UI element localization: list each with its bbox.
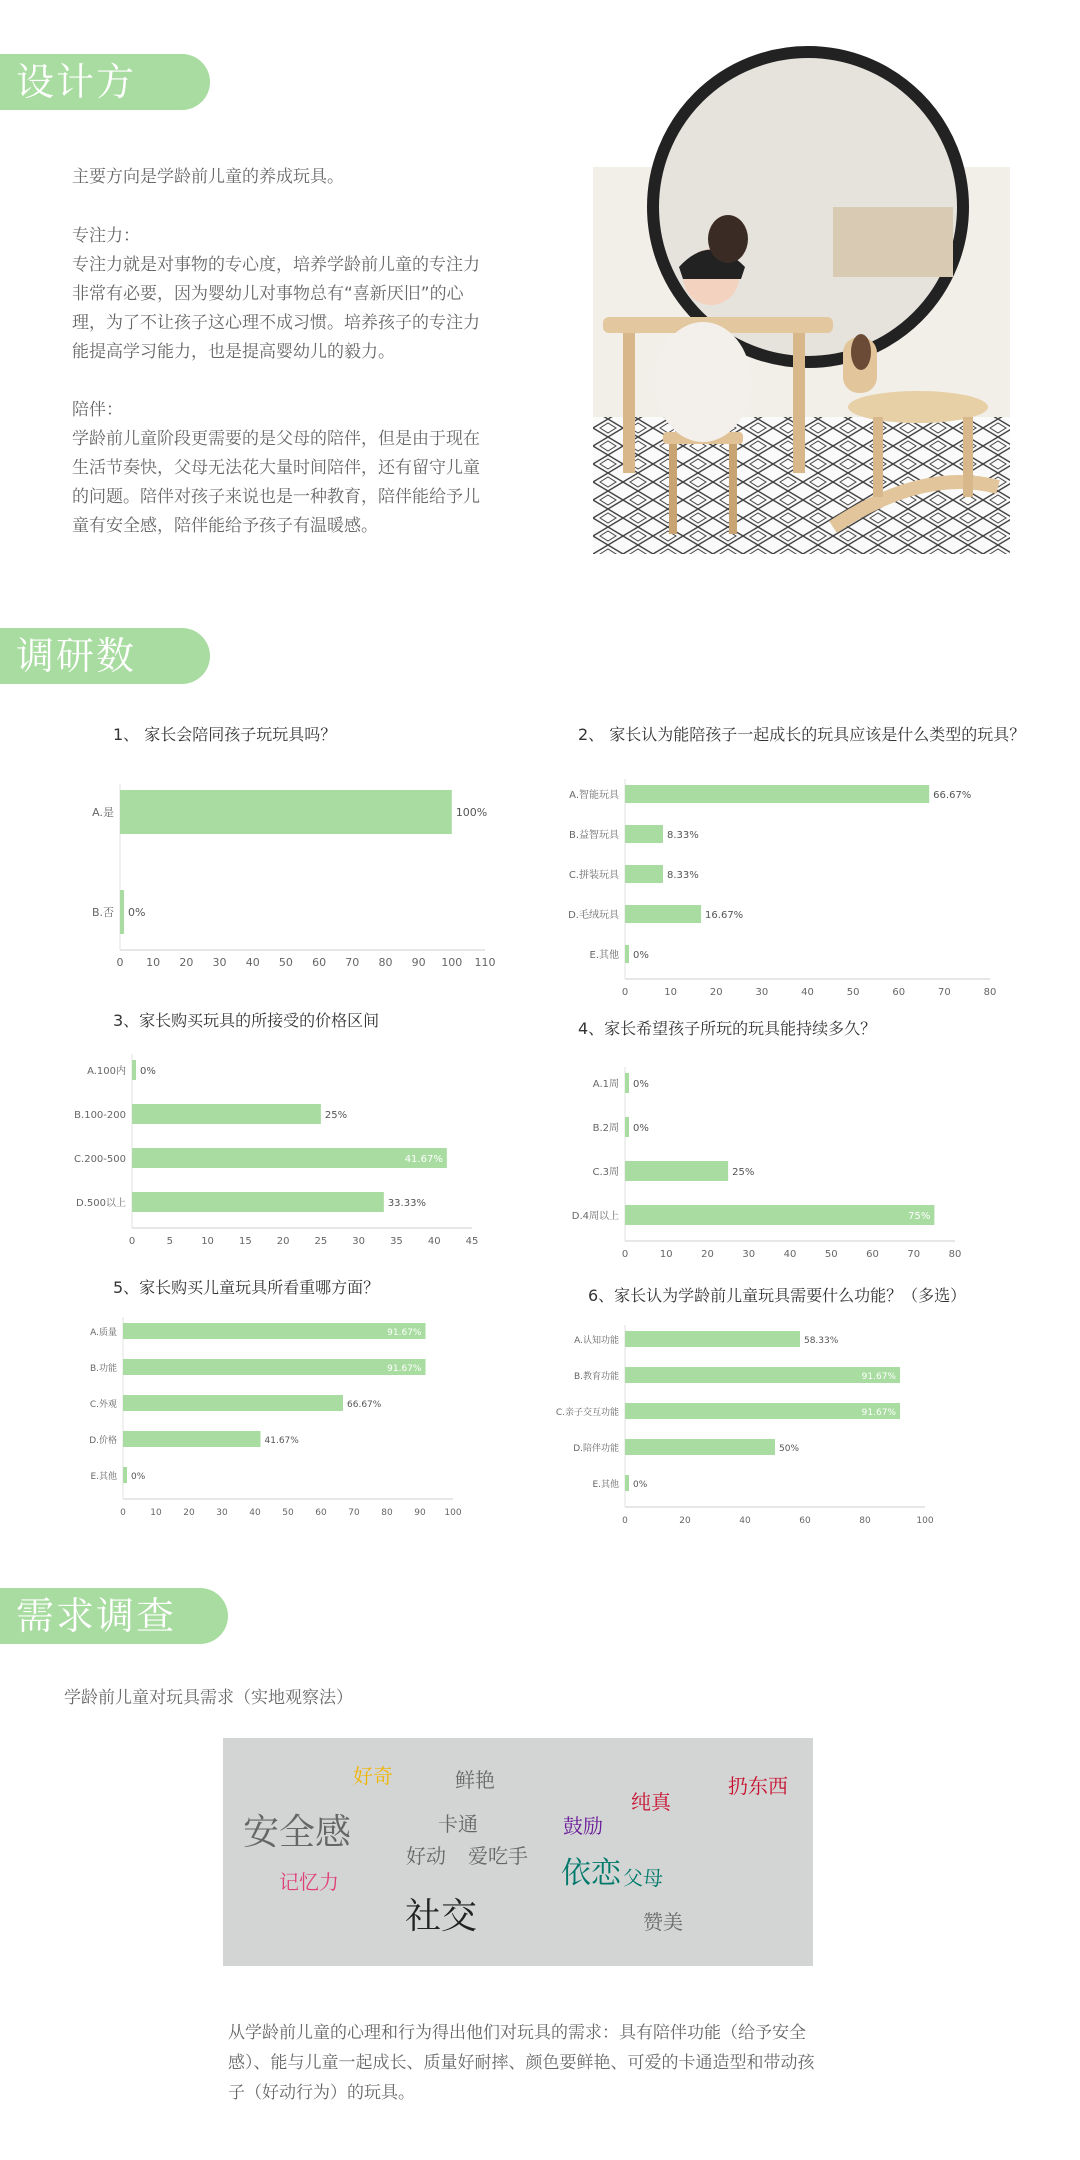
bar: [625, 1205, 934, 1225]
chart-6: [555, 1325, 960, 1526]
chart-6-svg: [555, 1325, 960, 1526]
category-label: A.100内: [87, 1066, 126, 1077]
x-tick-label: 50: [846, 987, 860, 998]
x-tick-label: 110: [474, 956, 496, 969]
x-tick-label: 0: [621, 1249, 629, 1260]
companion-text: 学龄前儿童阶段更需要的是父母的陪伴，但是由于现在生活节奏快，父母无法花大量时间陪伴，还有留守儿童的问题。陪伴对孩子来说也是一种教育，陪伴能给予儿童有安全感，陪伴能给予孩子有温暖感。: [72, 429, 480, 536]
category-label: A.认知功能: [574, 1336, 619, 1346]
focus-title: 专注力：: [72, 226, 140, 246]
chart-4-title: 4、家长希望孩子所玩的玩具能持续多久？: [578, 1019, 877, 1038]
data-label: 91.67%: [861, 1408, 897, 1418]
x-tick-label: 30: [352, 1236, 366, 1247]
word-cloud-word: 鲜艳: [455, 1768, 495, 1792]
bar: [625, 1073, 629, 1093]
data-label: 0%: [633, 1480, 648, 1490]
data-label: 66.67%: [933, 790, 972, 801]
x-tick-label: 40: [249, 1508, 261, 1518]
chart-1-svg: [80, 770, 530, 990]
focus-text: 专注力就是对事物的专心度，培养学龄前儿童的专注力非常有必要，因为婴幼儿对事物总有“喜新厌旧”的心理，为了不让孩子这心理不成习惯。培养孩子的专注力能提高学习能力，也是提高婴幼儿的毅力。: [72, 255, 480, 362]
design-intro: 主要方向是学龄前儿童的养成玩具。: [72, 167, 344, 187]
category-label: D.500以上: [76, 1198, 126, 1209]
demand-conclusion: 从学龄前儿童的心理和行为得出他们对玩具的需求：具有陪伴功能（给予安全感）、能与儿童一起成长、质量好耐摔、颜色要鲜艳、可爱的卡通造型和带动孩子（好动行为）的玩具。: [228, 2023, 815, 2103]
category-label: B.功能: [89, 1364, 117, 1374]
x-tick-label: 30: [755, 987, 769, 998]
x-tick-label: 60: [892, 987, 906, 998]
x-tick-label: 20: [701, 1249, 714, 1260]
word-cloud-word: 依恋: [561, 1856, 621, 1891]
data-label: 75%: [908, 1211, 931, 1222]
category-label: D.毛绒玩具: [568, 910, 619, 921]
data-label: 50%: [779, 1444, 800, 1454]
chart-5: [80, 1317, 480, 1518]
category-label: C.3周: [592, 1167, 619, 1178]
bar: [123, 1359, 426, 1375]
x-tick-label: 20: [709, 987, 723, 998]
category-label: B.100-200: [74, 1110, 126, 1121]
x-tick-label: 25: [314, 1236, 328, 1247]
data-label: 25%: [732, 1167, 755, 1178]
x-tick-label: 0: [621, 987, 629, 998]
word-cloud: [223, 1738, 813, 1966]
focus-block: [72, 222, 492, 367]
data-label: 0%: [128, 906, 146, 919]
bar: [120, 790, 452, 834]
chart-5-svg: [80, 1317, 480, 1518]
category-label: A.智能玩具: [569, 790, 619, 801]
companion-title: 陪伴：: [72, 400, 123, 420]
section-title-research: 调研数据: [0, 628, 210, 684]
category-label: C.拼装玩具: [568, 870, 619, 881]
x-tick-label: 100: [441, 956, 463, 969]
x-tick-label: 0: [128, 1236, 136, 1247]
word-cloud-word: 好动: [406, 1844, 446, 1868]
chart-2-svg: [560, 775, 1010, 998]
x-tick-label: 100: [444, 1508, 462, 1518]
category-label: A.是: [92, 806, 114, 819]
bar: [625, 945, 629, 963]
data-label: 41.67%: [404, 1154, 443, 1165]
bar: [625, 1367, 900, 1383]
x-tick-label: 15: [238, 1236, 252, 1247]
x-tick-label: 60: [312, 956, 327, 969]
category-label: B.教育功能: [573, 1372, 619, 1382]
bar: [625, 1117, 629, 1137]
data-label: 0%: [131, 1472, 146, 1482]
x-tick-label: 40: [783, 1249, 797, 1260]
x-tick-label: 30: [212, 956, 227, 969]
x-tick-label: 20: [183, 1508, 195, 1518]
chart-4: [560, 1063, 980, 1260]
x-tick-label: 10: [664, 987, 677, 998]
word-cloud-word: 父母: [623, 1866, 663, 1890]
data-label: 0%: [140, 1066, 156, 1077]
word-cloud-word: 赞美: [643, 1910, 683, 1934]
bar: [625, 1439, 775, 1455]
category-label: A.1周: [592, 1079, 619, 1090]
x-tick-label: 70: [907, 1249, 921, 1260]
word-cloud-word: 扔东西: [728, 1774, 788, 1798]
chart-3-svg: [74, 1050, 500, 1247]
x-tick-label: 20: [276, 1236, 290, 1247]
category-label: A.质量: [90, 1328, 117, 1338]
bar: [132, 1148, 447, 1168]
word-cloud-word: 卡通: [438, 1812, 478, 1836]
x-tick-label: 60: [866, 1249, 879, 1260]
x-tick-label: 50: [278, 956, 293, 969]
chart-5-title: 5、家长购买儿童玩具所看重哪方面？: [113, 1278, 380, 1297]
x-tick-label: 70: [348, 1508, 360, 1518]
photo-illustration: [593, 167, 1010, 554]
x-tick-label: 30: [742, 1249, 756, 1260]
category-label: C.外观: [89, 1400, 117, 1410]
data-label: 33.33%: [387, 1198, 426, 1209]
category-label: E.其他: [592, 1480, 619, 1490]
bar: [625, 1475, 629, 1491]
x-tick-label: 70: [938, 987, 951, 998]
data-label: 0%: [633, 1123, 649, 1134]
data-label: 91.67%: [387, 1364, 422, 1374]
word-cloud-word: 记忆力: [279, 1870, 339, 1894]
x-tick-label: 35: [390, 1236, 403, 1247]
data-label: 0%: [633, 950, 649, 961]
x-tick-label: 0: [622, 1516, 628, 1526]
bar: [132, 1060, 136, 1080]
chart-2: [560, 775, 1010, 998]
word-cloud-word: 好奇: [353, 1764, 393, 1788]
x-tick-label: 100: [916, 1516, 934, 1526]
chart-3-title: 3、家长购买玩具的所接受的价格区间: [113, 1011, 380, 1030]
data-label: 0%: [633, 1079, 649, 1090]
x-tick-label: 10: [150, 1508, 162, 1518]
category-label: C.200-500: [74, 1154, 126, 1165]
x-tick-label: 40: [245, 956, 260, 969]
x-tick-label: 10: [201, 1236, 214, 1247]
bar: [123, 1395, 343, 1411]
bar: [132, 1104, 321, 1124]
section-title-design: 设计方向: [0, 54, 210, 110]
chart-2-title: 2、 家长认为能陪孩子一起成长的玩具应该是什么类型的玩具？: [578, 725, 1026, 744]
category-label: D.陪伴功能: [573, 1444, 619, 1454]
x-tick-label: 60: [799, 1516, 811, 1526]
data-label: 41.67%: [264, 1436, 299, 1446]
word-cloud-word: 爱吃手: [468, 1844, 528, 1868]
category-label: C.亲子交互功能: [555, 1408, 619, 1418]
bar: [123, 1431, 261, 1447]
data-label: 66.67%: [347, 1400, 382, 1410]
x-tick-label: 10: [659, 1249, 673, 1260]
bar: [625, 1403, 900, 1419]
chart-1: [80, 770, 530, 990]
x-tick-label: 80: [378, 956, 393, 969]
x-tick-label: 80: [983, 987, 997, 998]
x-tick-label: 20: [679, 1516, 691, 1526]
x-tick-label: 50: [282, 1508, 294, 1518]
x-tick-label: 0: [120, 1508, 126, 1518]
x-tick-label: 90: [414, 1508, 426, 1518]
data-label: 58.33%: [803, 1336, 839, 1346]
data-label: 100%: [455, 806, 488, 819]
bar: [123, 1467, 127, 1483]
x-tick-label: 50: [824, 1249, 838, 1260]
category-label: D.价格: [89, 1436, 117, 1446]
x-tick-label: 40: [427, 1236, 441, 1247]
bar: [625, 1331, 800, 1347]
category-label: B.2周: [592, 1123, 619, 1134]
word-cloud-word: 安全感: [243, 1812, 352, 1853]
category-label: E.其他: [589, 950, 619, 961]
x-tick-label: 20: [179, 956, 194, 969]
data-label: 91.67%: [387, 1328, 422, 1338]
x-tick-label: 80: [381, 1508, 393, 1518]
category-label: B.否: [91, 906, 114, 919]
x-tick-label: 40: [801, 987, 814, 998]
category-label: B.益智玩具: [568, 830, 619, 841]
word-cloud-word: 社交: [405, 1896, 478, 1937]
companion-block: [72, 396, 492, 541]
data-label: 91.67%: [861, 1372, 897, 1382]
x-tick-label: 0: [116, 956, 124, 969]
bar: [625, 1161, 728, 1181]
chart-4-svg: [560, 1063, 980, 1260]
chart-1-title: 1、 家长会陪同孩子玩玩具吗？: [113, 725, 337, 744]
x-tick-label: 80: [948, 1249, 962, 1260]
x-tick-label: 70: [345, 956, 360, 969]
word-cloud-word: 纯真: [631, 1790, 671, 1814]
child-playroom-photo: [593, 167, 1010, 554]
bar: [625, 905, 701, 923]
bar: [132, 1192, 384, 1212]
category-label: E.其他: [90, 1472, 117, 1482]
bar: [625, 825, 663, 843]
x-tick-label: 40: [739, 1516, 751, 1526]
section-title-demand: 需求调查: [0, 1588, 228, 1644]
x-tick-label: 60: [315, 1508, 327, 1518]
x-tick-label: 80: [859, 1516, 871, 1526]
data-label: 25%: [324, 1110, 348, 1121]
bar: [120, 890, 124, 934]
chart-6-title: 6、家长认为学龄前儿童玩具需要什么功能？（多选）: [588, 1286, 967, 1305]
bar: [123, 1323, 426, 1339]
x-tick-label: 5: [166, 1236, 173, 1247]
x-tick-label: 90: [411, 956, 426, 969]
x-tick-label: 10: [146, 956, 161, 969]
data-label: 16.67%: [705, 910, 744, 921]
x-tick-label: 45: [465, 1236, 479, 1247]
category-label: D.4周以上: [571, 1211, 619, 1222]
demand-subtitle: 学龄前儿童对玩具需求（实地观察法）: [64, 1688, 353, 1708]
chart-3: [74, 1050, 500, 1247]
data-label: 8.33%: [667, 870, 699, 881]
bar: [625, 865, 663, 883]
bar: [625, 785, 929, 803]
x-tick-label: 30: [216, 1508, 228, 1518]
word-cloud-word: 鼓励: [563, 1814, 603, 1838]
data-label: 8.33%: [667, 830, 699, 841]
